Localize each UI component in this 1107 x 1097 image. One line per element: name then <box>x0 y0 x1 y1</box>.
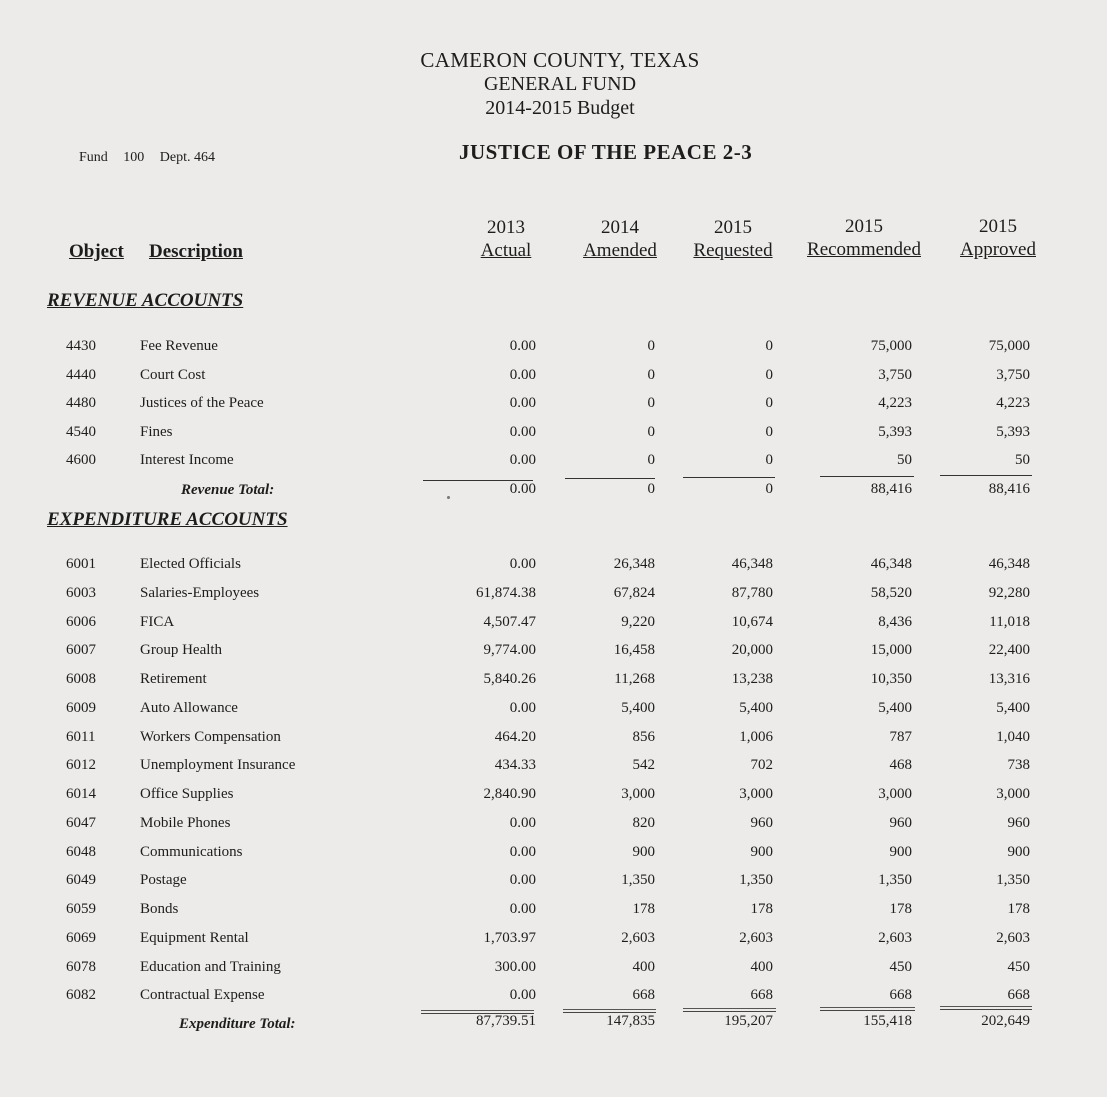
value-2015-recommended: 787 <box>889 728 912 745</box>
fund-number: 100 <box>123 150 145 165</box>
expenditure-row <box>0 901 1107 929</box>
object-code: 6012 <box>66 757 96 774</box>
object-code: 6059 <box>66 901 96 917</box>
account-description: Bonds <box>140 901 179 917</box>
account-description: Office Supplies <box>140 786 234 802</box>
object-column-header: Object <box>69 241 124 262</box>
value-2015-approved: 178 <box>1007 901 1030 917</box>
value-2015-requested: 195,207 <box>724 1013 773 1029</box>
account-description: Unemployment Insurance <box>140 757 296 774</box>
value-2013-actual: 0.00 <box>509 699 536 716</box>
value-2015-approved: 88,416 <box>988 481 1030 497</box>
value-2014-amended: 0 <box>647 452 655 469</box>
expenditure-row <box>0 614 1107 642</box>
value-2013-actual: 1,703.97 <box>483 929 536 946</box>
value-2013-actual: 0.00 <box>509 366 536 383</box>
value-2014-amended: 0 <box>647 395 655 412</box>
value-2015-approved: 75,000 <box>988 338 1030 354</box>
value-2014-amended: 0 <box>647 423 655 440</box>
value-2015-requested: 13,238 <box>731 671 773 687</box>
object-code: 4430 <box>66 338 96 354</box>
object-code: 6008 <box>66 671 96 687</box>
value-2015-approved: 1,040 <box>996 728 1030 745</box>
fund-label: Fund <box>79 150 108 165</box>
value-2014-amended: 900 <box>632 843 655 860</box>
object-code: 6006 <box>66 613 96 630</box>
value-2013-actual: 0.00 <box>509 423 536 440</box>
expenditure-accounts-heading: EXPENDITURE ACCOUNTS <box>47 509 288 530</box>
value-2015-approved: 2,603 <box>996 929 1030 946</box>
account-description: Justices of the Peace <box>140 395 264 412</box>
value-2015-requested: 1,350 <box>739 872 773 889</box>
account-description: Retirement <box>140 671 207 687</box>
value-2015-requested: 900 <box>750 843 773 860</box>
object-code: 6009 <box>66 699 96 716</box>
value-2015-approved: 5,393 <box>996 423 1030 440</box>
value-2015-approved: 4,223 <box>996 395 1030 412</box>
object-code: 6011 <box>66 728 96 745</box>
account-description: Interest Income <box>140 452 234 469</box>
col-year: 2013 <box>487 217 525 238</box>
object-code: 6069 <box>66 929 96 946</box>
expenditure-row <box>0 556 1107 584</box>
expenditure-row <box>0 844 1107 872</box>
expenditure-total-values <box>0 1013 1107 1041</box>
value-2015-requested: 0 <box>765 452 773 469</box>
value-2014-amended: 26,348 <box>613 556 655 572</box>
department-title: JUSTICE OF THE PEACE 2-3 <box>459 140 753 164</box>
value-2015-requested: 0 <box>765 481 773 497</box>
revenue-row <box>0 424 1107 452</box>
value-2015-recommended: 75,000 <box>870 338 912 354</box>
object-code: 6049 <box>66 872 96 889</box>
value-2013-actual: 0.00 <box>509 843 536 860</box>
object-code: 6001 <box>66 556 96 572</box>
value-2015-recommended: 3,750 <box>878 366 912 383</box>
col-label: Requested <box>693 240 773 261</box>
value-2013-actual: 61,874.38 <box>476 584 536 601</box>
value-2015-recommended: 3,000 <box>878 786 912 802</box>
account-description: Contractual Expense <box>140 987 265 1004</box>
revenue-total-rule <box>820 476 914 477</box>
county-title: CAMERON COUNTY, TEXAS <box>420 48 700 72</box>
revenue-row <box>0 452 1107 480</box>
expenditure-row <box>0 671 1107 699</box>
object-code: 6007 <box>66 642 96 659</box>
value-2013-actual: 4,507.47 <box>483 613 536 630</box>
value-2015-approved: 3,750 <box>996 366 1030 383</box>
value-2015-approved: 738 <box>1007 757 1030 774</box>
value-2013-actual: 5,840.26 <box>483 671 536 687</box>
account-description: Postage <box>140 872 187 889</box>
value-2015-requested: 10,674 <box>731 613 773 630</box>
expenditure-row <box>0 815 1107 843</box>
account-description: Communications <box>140 843 243 860</box>
expenditure-row <box>0 757 1107 785</box>
value-2013-actual: 464.20 <box>494 728 536 745</box>
object-code: 6082 <box>66 987 96 1004</box>
value-2014-amended: 856 <box>632 728 655 745</box>
account-description: Auto Allowance <box>140 699 238 716</box>
revenue-total-values <box>0 481 1107 509</box>
fund-title: GENERAL FUND <box>483 73 637 95</box>
scan-speck <box>447 496 450 499</box>
value-2015-requested: 3,000 <box>739 786 773 802</box>
value-2015-recommended: 50 <box>897 452 912 469</box>
value-2015-approved: 11,018 <box>989 613 1030 630</box>
value-2014-amended: 0 <box>647 481 655 497</box>
dept-label: Dept. 464 <box>159 150 216 165</box>
value-2013-actual: 0.00 <box>509 452 536 469</box>
account-description: Court Cost <box>140 366 206 383</box>
value-2015-approved: 900 <box>1007 843 1030 860</box>
value-2015-recommended: 178 <box>889 901 912 917</box>
value-2014-amended: 2,603 <box>621 929 655 946</box>
col-head-2015-approved <box>948 215 1048 261</box>
value-2013-actual: 300.00 <box>494 958 536 975</box>
account-description: Equipment Rental <box>140 929 249 946</box>
value-2015-requested: 0 <box>765 338 773 354</box>
value-2015-requested: 87,780 <box>731 584 773 601</box>
value-2013-actual: 0.00 <box>509 901 536 917</box>
value-2014-amended: 668 <box>632 987 655 1004</box>
col-year: 2015 <box>845 216 883 237</box>
value-2015-recommended: 900 <box>889 843 912 860</box>
value-2014-amended: 0 <box>647 338 655 354</box>
value-2015-approved: 668 <box>1007 987 1030 1004</box>
value-2014-amended: 0 <box>647 366 655 383</box>
value-2015-recommended: 15,000 <box>870 642 912 659</box>
value-2013-actual: 434.33 <box>494 757 536 774</box>
value-2015-approved: 13,316 <box>988 671 1030 687</box>
value-2015-recommended: 88,416 <box>870 481 912 497</box>
expenditure-row <box>0 729 1107 757</box>
account-description: Mobile Phones <box>140 814 231 831</box>
revenue-accounts-heading: REVENUE ACCOUNTS <box>47 290 244 311</box>
account-description: Fines <box>140 423 173 440</box>
value-2015-requested: 0 <box>765 395 773 412</box>
value-2015-requested: 960 <box>750 814 773 831</box>
value-2014-amended: 147,835 <box>606 1013 655 1029</box>
value-2015-approved: 3,000 <box>996 786 1030 802</box>
col-head-2013-actual <box>466 216 546 262</box>
object-code: 4540 <box>66 423 96 440</box>
col-head-2015-recommended <box>796 215 932 261</box>
expenditure-total-rule <box>940 1006 1032 1010</box>
value-2015-recommended: 668 <box>889 987 912 1004</box>
expenditure-total-rule <box>820 1007 915 1011</box>
account-description: Salaries-Employees <box>140 584 260 601</box>
expenditure-row <box>0 642 1107 670</box>
value-2014-amended: 820 <box>632 814 655 831</box>
object-code: 6003 <box>66 584 96 601</box>
object-code: 4440 <box>66 366 96 383</box>
value-2015-approved: 1,350 <box>996 872 1030 889</box>
revenue-total-rule <box>940 475 1032 476</box>
col-head-2015-requested <box>683 216 783 262</box>
value-2015-recommended: 10,350 <box>870 671 912 687</box>
account-description: FICA <box>140 613 175 630</box>
value-2015-requested: 20,000 <box>731 642 773 659</box>
value-2015-approved: 46,348 <box>988 556 1030 572</box>
account-description: Workers Compensation <box>140 728 281 745</box>
value-2014-amended: 16,458 <box>613 642 655 659</box>
expenditure-row <box>0 930 1107 958</box>
value-2014-amended: 1,350 <box>621 872 655 889</box>
value-2015-requested: 46,348 <box>731 556 773 572</box>
value-2015-approved: 22,400 <box>988 642 1030 659</box>
value-2015-recommended: 5,393 <box>878 423 912 440</box>
object-code: 4480 <box>66 395 96 412</box>
object-code: 6014 <box>66 786 96 802</box>
account-description: Elected Officials <box>140 556 241 572</box>
value-2015-requested: 178 <box>750 901 773 917</box>
expenditure-total-label: Expenditure Total: <box>179 1016 296 1032</box>
budget-year-title: 2014-2015 Budget <box>485 97 635 119</box>
object-code: 6078 <box>66 958 96 975</box>
revenue-row <box>0 338 1107 366</box>
value-2015-recommended: 155,418 <box>863 1013 912 1029</box>
col-year: 2015 <box>979 216 1017 237</box>
value-2013-actual: 0.00 <box>509 872 536 889</box>
revenue-total-rule <box>565 478 655 479</box>
object-code: 6048 <box>66 843 96 860</box>
value-2015-approved: 960 <box>1007 814 1030 831</box>
value-2015-recommended: 2,603 <box>878 929 912 946</box>
value-2015-requested: 0 <box>765 423 773 440</box>
value-2015-approved: 450 <box>1007 958 1030 975</box>
expenditure-row <box>0 987 1107 1015</box>
account-description: Group Health <box>140 642 223 659</box>
value-2013-actual: 0.00 <box>509 987 536 1004</box>
value-2015-recommended: 450 <box>889 958 912 975</box>
value-2014-amended: 3,000 <box>621 786 655 802</box>
value-2013-actual: 87,739.51 <box>476 1013 536 1029</box>
value-2014-amended: 67,824 <box>613 584 655 601</box>
value-2015-requested: 0 <box>765 366 773 383</box>
account-description: Education and Training <box>140 958 281 975</box>
value-2013-actual: 0.00 <box>509 481 536 497</box>
expenditure-row <box>0 585 1107 613</box>
value-2015-requested: 1,006 <box>739 728 773 745</box>
value-2015-recommended: 46,348 <box>870 556 912 572</box>
value-2014-amended: 5,400 <box>621 699 655 716</box>
value-2015-approved: 92,280 <box>988 584 1030 601</box>
description-column-header: Description <box>149 241 243 262</box>
value-2013-actual: 0.00 <box>509 556 536 572</box>
col-label: Amended <box>583 240 657 261</box>
value-2015-recommended: 1,350 <box>878 872 912 889</box>
col-label: Recommended <box>807 239 921 260</box>
value-2015-recommended: 4,223 <box>878 395 912 412</box>
value-2015-requested: 668 <box>750 987 773 1004</box>
value-2014-amended: 11,268 <box>614 671 655 687</box>
value-2015-recommended: 468 <box>889 757 912 774</box>
expenditure-row <box>0 786 1107 814</box>
value-2015-requested: 5,400 <box>739 699 773 716</box>
value-2013-actual: 0.00 <box>509 395 536 412</box>
object-code: 4600 <box>66 452 96 469</box>
value-2013-actual: 0.00 <box>509 814 536 831</box>
revenue-total-label: Revenue Total: <box>181 482 275 498</box>
col-year: 2015 <box>714 217 752 238</box>
value-2013-actual: 0.00 <box>509 338 536 354</box>
object-code: 6047 <box>66 814 96 831</box>
value-2015-recommended: 8,436 <box>878 613 912 630</box>
col-label: Actual <box>480 240 532 261</box>
value-2015-recommended: 960 <box>889 814 912 831</box>
value-2015-recommended: 58,520 <box>870 584 912 601</box>
col-year: 2014 <box>601 217 639 238</box>
account-description: Fee Revenue <box>140 338 218 354</box>
fund-dept-label <box>79 150 227 166</box>
expenditure-row <box>0 700 1107 728</box>
col-head-2014-amended <box>570 216 670 262</box>
value-2015-approved: 202,649 <box>981 1013 1030 1029</box>
value-2013-actual: 9,774.00 <box>483 642 536 659</box>
value-2015-requested: 2,603 <box>739 929 773 946</box>
expenditure-row <box>0 872 1107 900</box>
value-2015-recommended: 5,400 <box>878 699 912 716</box>
value-2014-amended: 178 <box>632 901 655 917</box>
expenditure-total-rule <box>683 1008 776 1012</box>
revenue-total-rule <box>683 477 775 478</box>
revenue-row <box>0 395 1107 423</box>
value-2015-requested: 400 <box>750 958 773 975</box>
value-2015-approved: 5,400 <box>996 699 1030 716</box>
value-2015-requested: 702 <box>750 757 773 774</box>
value-2013-actual: 2,840.90 <box>483 786 536 802</box>
expenditure-row <box>0 959 1107 987</box>
value-2014-amended: 400 <box>632 958 655 975</box>
col-label: Approved <box>960 239 1036 260</box>
value-2014-amended: 9,220 <box>621 613 655 630</box>
value-2015-approved: 50 <box>1015 452 1030 469</box>
revenue-row <box>0 367 1107 395</box>
value-2014-amended: 542 <box>632 757 655 774</box>
